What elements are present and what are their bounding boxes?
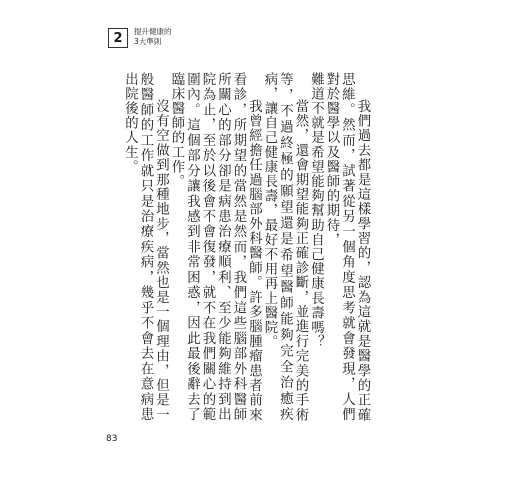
paragraph-1: 我們過去都是這樣學習的，認為這就是醫學的正確思維。然而，試著從另一個角度思考就會發現，人們對於醫學以及醫師的期待， bbox=[324, 72, 370, 422]
paragraph-4: 我曾經擔任過腦部外科醫師。許多腦腫瘤患者前來看診，所期望的當然是然而，我們這些腦部外科醫師所關心的部分卻是病患治療順利、至少能夠維持到出院為止，至於以後會不會復發，就不在我們關心的範圍內。這個部分讓我感到非常困惑，因此最後辭去了臨床醫師的工作。 bbox=[169, 72, 262, 422]
chapter-number: 2 bbox=[113, 30, 123, 46]
chapter-number-box bbox=[108, 28, 128, 48]
paragraph-5: 沒有空做到那種地步，當然也是一個理由，但是一般醫師的工作就只是治療疾病，幾乎不會去在意病患出院後的人生。 bbox=[122, 72, 169, 422]
body-text bbox=[108, 72, 370, 422]
chapter-title-text: 提升健康的 3大準則 bbox=[134, 27, 172, 46]
paragraph-3: 當然，還會期望能夠正確診斷，並進行完美的手術等，不過終極的願望還是希望醫師能夠完全治癒疾病，讓自己健康長壽，最好不用再上醫院。 bbox=[262, 72, 308, 422]
page-number: 83 bbox=[106, 434, 118, 444]
chapter-title bbox=[134, 27, 214, 47]
paragraph-2: 難道不就是希望能夠幫助自己健康長壽嗎？ bbox=[308, 72, 324, 350]
